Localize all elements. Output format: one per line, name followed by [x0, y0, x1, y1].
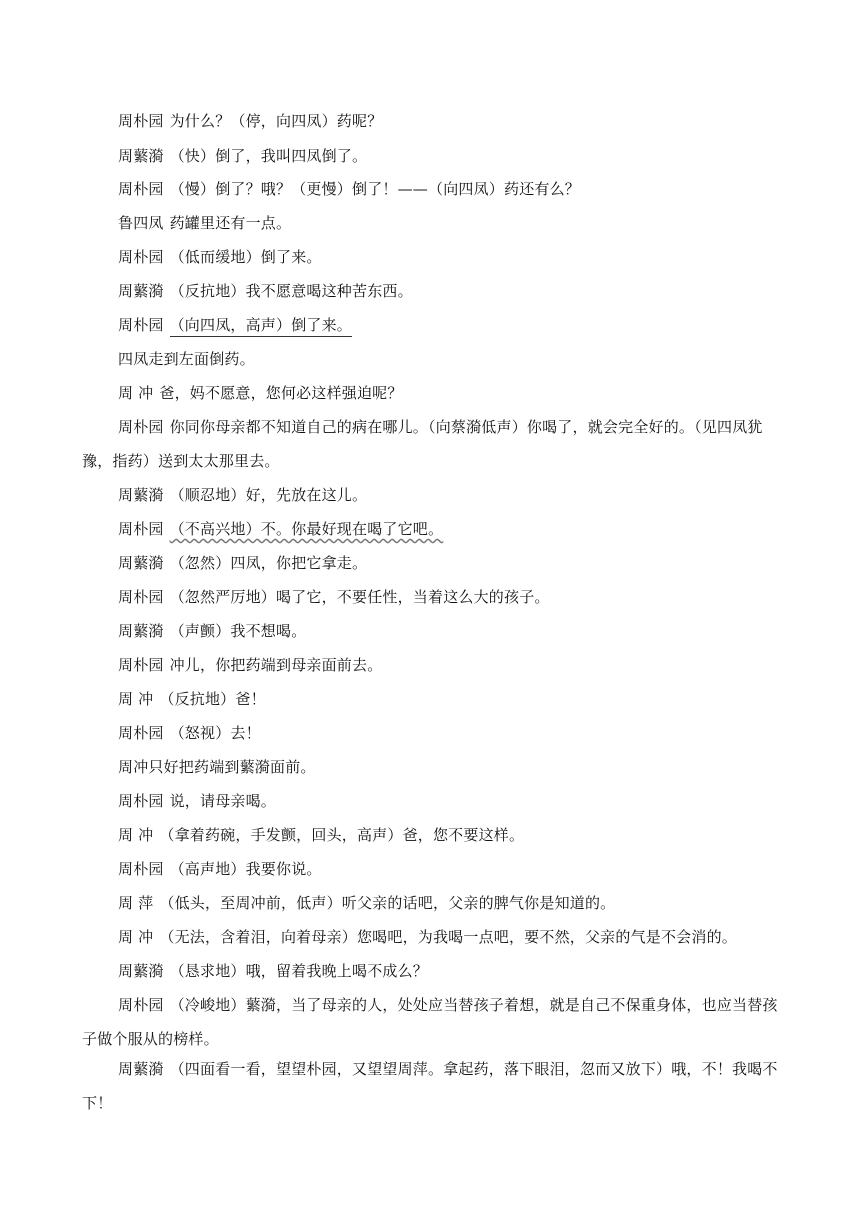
speaker-name: 鲁四凤	[118, 214, 164, 232]
line-text: 四凤走到左面倒药。	[118, 350, 255, 368]
speaker-name: 周朴园	[118, 112, 164, 130]
line-text: （声颤）我不想喝。	[169, 622, 307, 640]
speaker-name: 周蘩漪	[118, 282, 164, 300]
speaker-name: 周 冲	[118, 384, 154, 402]
line-text: （反抗地）我不愿意喝这种苦东西。	[169, 282, 413, 300]
stage-direction	[82, 342, 788, 376]
line-text: 为什么？（停，向四凤）药呢？	[169, 112, 383, 130]
speaker-name: 周蘩漪	[118, 147, 164, 165]
speaker-name: 周 冲	[118, 826, 154, 844]
line-text: 爸，妈不愿意，您何必这样强迫呢？	[159, 384, 403, 402]
dialogue-line	[82, 410, 788, 478]
speaker-name: 周朴园	[118, 860, 164, 878]
speaker-name: 周蘩漪	[118, 962, 164, 980]
line-text: （慢）倒了？哦？（更慢）倒了！——（向四凤）药还有么？	[169, 180, 581, 198]
dialogue-line	[82, 512, 788, 546]
line-text: （无法，含着泪，向着母亲）您喝吧，为我喝一点吧，要不然，父亲的气是不会消的。	[159, 928, 737, 946]
speaker-name: 周 萍	[118, 894, 154, 912]
line-text: （高声地）我要你说。	[169, 860, 322, 878]
dialogue-line	[82, 954, 788, 988]
line-text: 药罐里还有一点。	[169, 214, 292, 232]
line-text: 冲儿，你把药端到母亲面前去。	[169, 656, 383, 674]
dialogue-line	[82, 886, 788, 920]
stage-direction	[82, 750, 788, 784]
dialogue-line	[82, 920, 788, 954]
speaker-name: 周蘩漪	[118, 486, 164, 504]
line-text: 说，请母亲喝。	[169, 792, 277, 810]
dialogue-line	[82, 648, 788, 682]
line-text: （四面看一看，望望朴园，又望望周萍。拿起药，落下眼泪，忽而又放下）哦，不！我喝不下！	[82, 1060, 778, 1112]
line-text: （反抗地）爸！	[159, 690, 266, 708]
line-text: 你同你母亲都不知道自己的病在哪儿。（向蔡漪低声）你喝了，就会完全好的。（见四凤犹豫，指药）送到太太那里去。	[82, 418, 763, 470]
dialogue-line	[82, 716, 788, 750]
speaker-name: 周朴园	[118, 588, 164, 606]
speaker-name: 周朴园	[118, 520, 164, 538]
speaker-name: 周 冲	[118, 928, 154, 946]
dialogue-line	[82, 1052, 788, 1120]
speaker-name: 周朴园	[118, 316, 164, 334]
line-text: （拿着药碗，手发颤，回头，高声）爸，您不要这样。	[159, 826, 525, 844]
dialogue-line	[82, 818, 788, 852]
dialogue-line	[82, 240, 788, 274]
line-text: （顺忍地）好，先放在这儿。	[169, 486, 368, 504]
line-text: （怒视）去！	[169, 724, 261, 742]
dialogue-line	[82, 682, 788, 716]
speaker-name: 周蘩漪	[118, 554, 164, 572]
speaker-name: 周 冲	[118, 690, 154, 708]
speaker-name: 周朴园	[118, 248, 164, 266]
dialogue-line	[82, 784, 788, 818]
speaker-name: 周朴园	[118, 180, 164, 198]
dialogue-line	[82, 172, 788, 206]
dialogue-line	[82, 478, 788, 512]
dialogue-line	[82, 206, 788, 240]
speaker-name: 周朴园	[118, 656, 164, 674]
speaker-name: 周朴园	[118, 724, 164, 742]
dialogue-line	[82, 546, 788, 580]
dialogue-line	[82, 614, 788, 648]
dialogue-line	[82, 274, 788, 308]
line-text: （恳求地）哦，留着我晚上喝不成么？	[169, 962, 429, 980]
dialogue-line	[82, 988, 788, 1056]
underlined-text: （向四凤，高声）倒了来。	[170, 316, 352, 337]
dialogue-line	[82, 308, 788, 342]
wavy-underlined-text: （不高兴地）不。你最好现在喝了它吧。	[169, 520, 444, 538]
line-text: （冷峻地）蘩漪，当了母亲的人，处处应当替孩子着想，就是自己不保重身体，也应当替孩子做个服从的榜样。	[82, 996, 778, 1048]
dialogue-line	[82, 376, 788, 410]
line-text: （忽然严厉地）喝了它，不要任性，当着这么大的孩子。	[169, 588, 550, 606]
dialogue-line	[82, 852, 788, 886]
dialogue-line	[82, 580, 788, 614]
speaker-name: 周朴园	[118, 792, 164, 810]
speaker-name: 周蘩漪	[118, 622, 164, 640]
line-text: （快）倒了，我叫四凤倒了。	[169, 147, 368, 165]
line-text: （低头，至周冲前，低声）听父亲的话吧，父亲的脾气你是知道的。	[159, 894, 616, 912]
line-text: 周冲只好把药端到蘩漪面前。	[118, 758, 316, 776]
speaker-name: 周朴园	[118, 996, 164, 1014]
line-text: （忽然）四凤，你把它拿走。	[169, 554, 368, 572]
line-text: （低而缓地）倒了来。	[169, 248, 322, 266]
dialogue-line	[82, 139, 788, 173]
dialogue-line	[82, 104, 788, 138]
speaker-name: 周朴园	[118, 418, 164, 436]
speaker-name: 周蘩漪	[118, 1060, 164, 1078]
